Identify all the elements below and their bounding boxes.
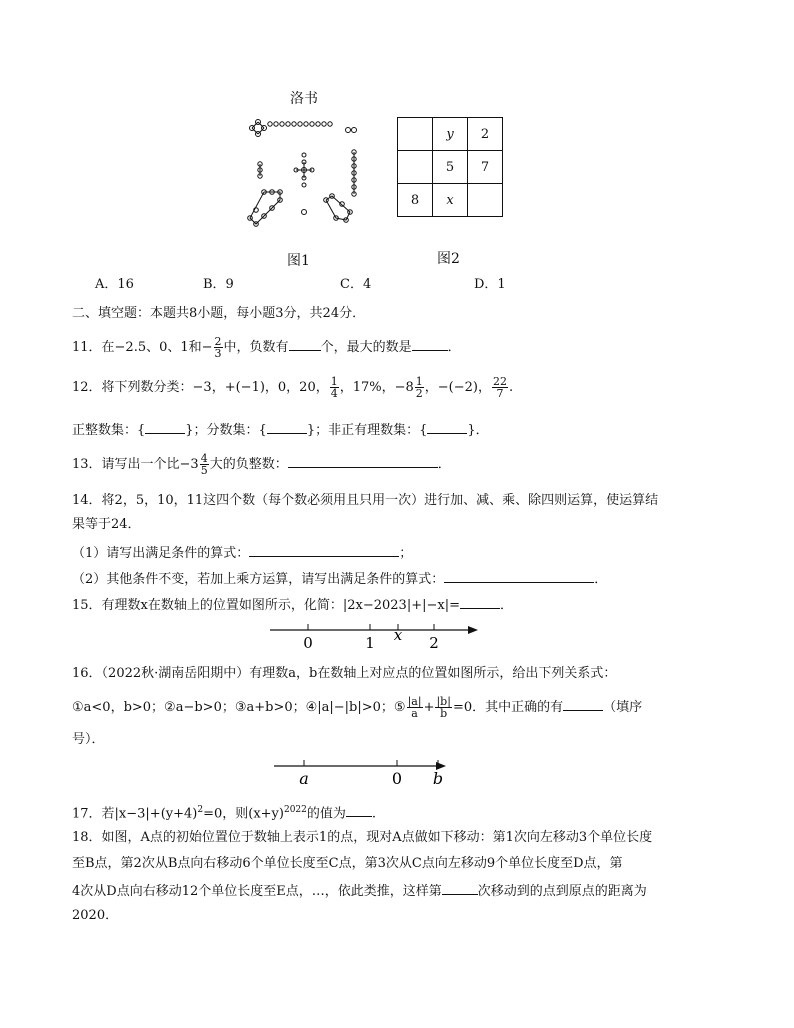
q11-text: 中，负数有 bbox=[223, 340, 289, 355]
axis15-label-2: 2 bbox=[429, 634, 439, 652]
grid-cell: 7 bbox=[468, 151, 503, 184]
q14-sub2 bbox=[72, 569, 607, 589]
choice-b[interactable]: B．9 bbox=[203, 277, 234, 292]
q12-text: ，17%，−8 bbox=[339, 380, 414, 395]
q16-text: =0．其中正确的有 bbox=[452, 700, 564, 715]
q16-text: （填序 bbox=[603, 700, 643, 715]
q14-sub2-end: ． bbox=[594, 572, 608, 587]
question-13 bbox=[72, 451, 451, 479]
choice-a[interactable]: A．16 bbox=[95, 277, 134, 292]
grid-row bbox=[398, 151, 503, 184]
q18-line2: 至B点，第2次从B点向右移动6个单位长度至C点，第3次从C点向左移动9个单位长度至D点，第 bbox=[72, 856, 623, 871]
figure1-title: 洛书 bbox=[290, 91, 318, 107]
q14-line2: 果等于24． bbox=[72, 517, 141, 532]
grid-row bbox=[398, 184, 503, 217]
q14-blank-2[interactable] bbox=[444, 569, 594, 583]
q11-blank-1[interactable] bbox=[289, 337, 321, 351]
q11-text: 11．在−2.5、0、1和− bbox=[72, 340, 213, 355]
axis16-label-b: b bbox=[432, 769, 444, 788]
luoshu-dots-top bbox=[268, 122, 332, 126]
q17-end: . bbox=[371, 806, 377, 822]
q12-set-label: }；分数集：{ bbox=[185, 423, 267, 438]
q13-text: 大的负整数： bbox=[209, 457, 288, 472]
q14-sub1 bbox=[72, 543, 412, 563]
q18-text: 4次从D点向右移动12个单位长度至E点，…，依此类推，这样第 bbox=[72, 884, 442, 899]
q13-fraction: $\frac{4}{5}$ bbox=[200, 452, 208, 477]
q14-sub1-end: ； bbox=[399, 546, 413, 561]
question-12 bbox=[72, 374, 513, 402]
axis15-label-0: 0 bbox=[303, 634, 313, 652]
grid-cell: 5 bbox=[433, 151, 468, 184]
grid-cell: 2 bbox=[468, 118, 503, 151]
q18-line4: 2020． bbox=[72, 908, 119, 923]
q13-end: ． bbox=[437, 457, 451, 472]
q12-text: 12．将下列数分类：−3，+(−1)，0，20， bbox=[72, 380, 329, 395]
q12-fraction: $\frac{1}{4}$ bbox=[330, 375, 338, 400]
q11-end: ． bbox=[447, 340, 461, 355]
q18-line1: 18．如图，A点的初始位置位于数轴上表示1的点，现对A点做如下移动：第1次向左移动3个单位长度 bbox=[72, 830, 653, 845]
q12-blank-positive-integers[interactable] bbox=[145, 420, 185, 434]
q12-fraction: $\frac{1}{2}$ bbox=[415, 375, 423, 400]
q11-text: 个，最大的数是 bbox=[320, 340, 412, 355]
q16-fraction-a: $\frac{|a|}{a}$ bbox=[407, 695, 422, 720]
q11-fraction: $\frac{2}{3}$ bbox=[214, 335, 222, 360]
q12-fraction: $\frac{22}{7}$ bbox=[492, 375, 507, 400]
q17-text: 17．若|x−3|+(y+4) bbox=[72, 806, 198, 822]
grid-cell: y bbox=[433, 118, 468, 151]
q13-blank[interactable] bbox=[288, 454, 438, 468]
axis16-label-a: a bbox=[299, 769, 309, 788]
number-line-15 bbox=[266, 620, 482, 654]
q16-line3: 号）． bbox=[72, 732, 105, 747]
q18-blank[interactable] bbox=[442, 881, 478, 895]
choice-c[interactable]: C．4 bbox=[340, 277, 372, 292]
magic-square-grid bbox=[397, 117, 503, 217]
q15-blank[interactable] bbox=[460, 595, 500, 609]
q12-set-label: }． bbox=[467, 423, 489, 438]
q18-line3 bbox=[72, 881, 647, 901]
q13-text: 13．请写出一个比−3 bbox=[72, 457, 199, 472]
q12-blank-nonpositive[interactable] bbox=[427, 420, 467, 434]
question-17 bbox=[72, 801, 376, 823]
number-line-16 bbox=[270, 756, 450, 790]
q14-sub2-text: （2）其他条件不变，若加上乘方运算，请写出满足条件的算式： bbox=[72, 572, 445, 587]
q18-text: 次移动到的点到原点的距离为 bbox=[477, 884, 647, 899]
q17-exponent: 2 bbox=[197, 805, 204, 815]
q16-line1: 16．（2022秋·湖南岳阳期中）有理数a，b在数轴上对应点的位置如图所示，给出下列关系式： bbox=[72, 666, 617, 681]
grid-cell bbox=[398, 118, 433, 151]
q14-blank-1[interactable] bbox=[249, 543, 399, 557]
q11-blank-2[interactable] bbox=[412, 337, 448, 351]
choice-d[interactable]: D．1 bbox=[474, 277, 506, 292]
q14-sub1-text: （1）请写出满足条件的算式： bbox=[72, 546, 250, 561]
grid-cell: 8 bbox=[398, 184, 433, 217]
q16-blank[interactable] bbox=[563, 697, 603, 711]
question-12-sets bbox=[72, 420, 489, 440]
q17-blank[interactable] bbox=[346, 803, 372, 817]
grid-row bbox=[398, 118, 503, 151]
section2-heading: 二、填空题：本题共8小题，每小题3分，共24分． bbox=[72, 306, 366, 321]
figure1-caption: 图1 bbox=[287, 253, 310, 269]
q17-text: =0，则(x+y) bbox=[203, 806, 284, 822]
grid-cell bbox=[468, 184, 503, 217]
q12-set-label: }；非正有理数集：{ bbox=[306, 423, 428, 438]
q12-text: ，−(−2)， bbox=[424, 380, 491, 395]
grid-cell: x bbox=[433, 184, 468, 217]
q12-text: . bbox=[508, 380, 514, 395]
q16-plus: + bbox=[423, 700, 435, 715]
q15-text: 15．有理数x在数轴上的位置如图所示，化简：|2x−2023|+|−x|= bbox=[72, 598, 460, 613]
axis15-label-1: 1 bbox=[365, 634, 375, 652]
q16-text: ①a<0，b>0；②a−b>0；③a+b>0；④|a|−|b|>0；⑤ bbox=[72, 700, 406, 715]
question-15 bbox=[72, 595, 513, 615]
axis16-label-0: 0 bbox=[391, 769, 403, 788]
q12-blank-fractions[interactable] bbox=[267, 420, 307, 434]
luoshu-figure bbox=[238, 112, 368, 242]
q15-end: ． bbox=[499, 598, 513, 613]
q16-fraction-b: $\frac{|b|}{b}$ bbox=[436, 695, 451, 720]
figure2-caption: 图2 bbox=[437, 251, 460, 267]
q17-text: 的值为 bbox=[306, 806, 346, 822]
q17-exponent: 2022 bbox=[283, 805, 307, 815]
axis15-label-x: x bbox=[393, 626, 403, 644]
q14-line1: 14．将2，5，10，11这四个数（每个数必须用且只用一次）进行加、减、乘、除四则运算，使运算结 bbox=[72, 493, 659, 508]
q16-conditions bbox=[72, 692, 642, 724]
grid-cell bbox=[398, 151, 433, 184]
question-11 bbox=[72, 334, 461, 362]
q12-set-label: 正整数集：{ bbox=[72, 423, 146, 438]
